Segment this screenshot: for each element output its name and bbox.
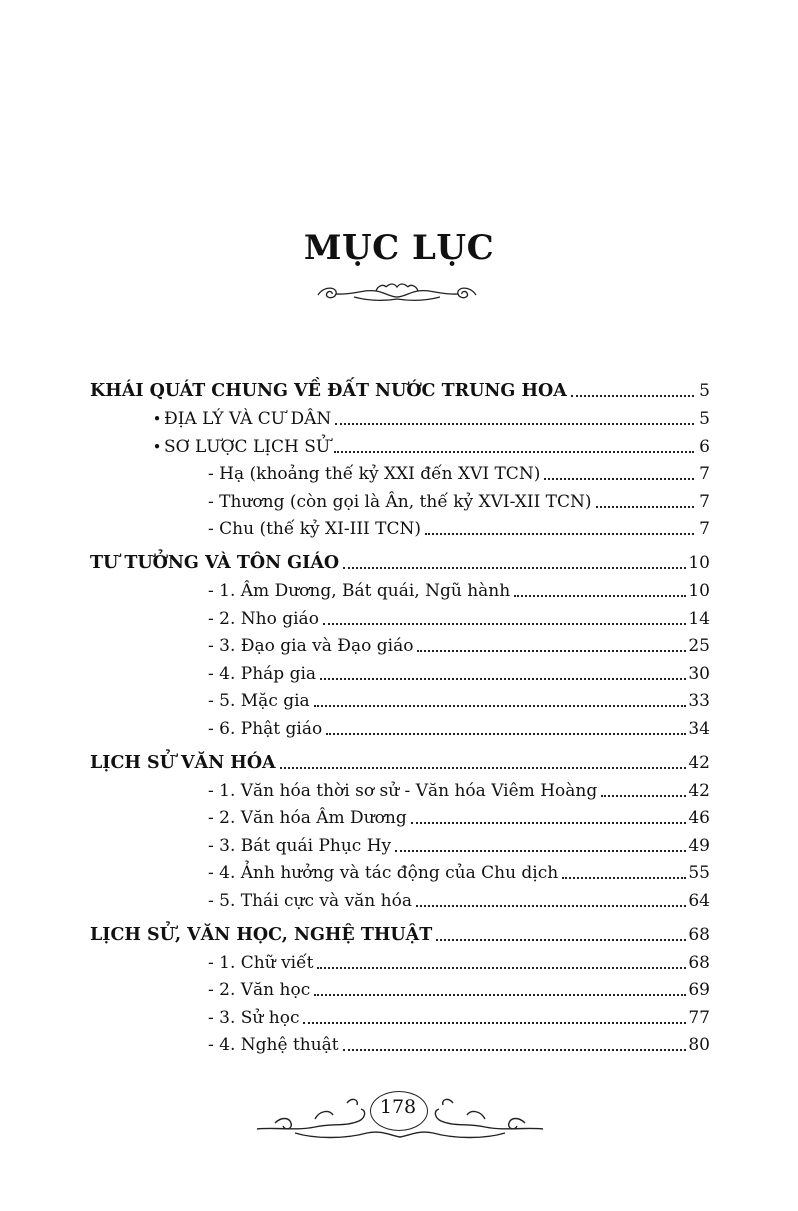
toc-entry-label: - 4. Pháp gia — [208, 663, 317, 684]
toc-entry-label: - 5. Thái cực và văn hóa — [208, 891, 412, 911]
toc-entry-label: - 2. Nho giáo — [208, 608, 319, 629]
toc-entry — [208, 688, 710, 712]
toc-entry-page: 68 — [688, 924, 710, 945]
toc-entry-label: - 3. Đạo gia và Đạo giáo — [208, 636, 414, 657]
toc-entry-page: 14 — [688, 608, 710, 629]
toc-entry — [208, 516, 710, 540]
toc-entry — [90, 750, 710, 774]
toc-entry — [90, 550, 710, 574]
toc-entry — [208, 716, 710, 740]
toc-entry — [208, 860, 710, 884]
toc-entry-page: 30 — [688, 663, 710, 684]
toc-entry-label: - 3. Sử học — [208, 1007, 300, 1028]
toc-entry-label: - 4. Ảnh hưởng và tác động của Chu dịch — [208, 863, 559, 884]
toc-entry-label: ĐỊA LÝ VÀ CƯ DÂN — [164, 409, 332, 429]
toc-entry-label: KHÁI QUÁT CHUNG VỀ ĐẤT NƯỚC TRUNG HOA — [90, 381, 567, 401]
dot-leader — [601, 795, 686, 797]
toc-entry-page: 77 — [688, 1007, 710, 1028]
toc-entry-page: 33 — [688, 691, 710, 712]
dot-leader — [425, 533, 694, 535]
dot-leader — [343, 1049, 687, 1051]
dot-leader — [326, 733, 686, 735]
toc-entry — [208, 633, 710, 657]
toc-entry — [208, 461, 710, 485]
dot-leader — [334, 451, 694, 453]
dot-leader — [335, 423, 694, 425]
toc-entry-page: 34 — [688, 719, 710, 739]
toc-entry-label: - 6. Phật giáo — [208, 719, 323, 739]
dot-leader — [314, 994, 686, 996]
toc-entry-page: 25 — [688, 636, 710, 657]
toc-entry-label: - Chu (thế kỷ XI-III TCN) — [208, 519, 422, 540]
toc-entry-page: 42 — [688, 752, 710, 773]
dot-leader — [411, 822, 687, 824]
toc-entry — [208, 977, 710, 1001]
toc-entry-page: 64 — [688, 891, 710, 911]
toc-entry-label: SƠ LƯỢC LỊCH SỬ — [164, 436, 331, 457]
toc-entry-label: LỊCH SỬ, VĂN HỌC, NGHỆ THUẬT — [90, 924, 433, 945]
toc-entry — [208, 950, 710, 974]
toc-entry-page: 5 — [699, 381, 710, 401]
toc-entry — [150, 434, 710, 458]
bullet-icon: • — [152, 410, 162, 428]
toc-entry-page: 46 — [688, 808, 710, 829]
toc-entry-label: - 2. Văn học — [208, 980, 311, 1001]
toc-entry-page: 10 — [688, 581, 710, 601]
toc-entry-label: - Thương (còn gọi là Ân, thế kỷ XVI-XII TCN) — [208, 491, 592, 512]
dot-leader — [314, 705, 687, 707]
toc-entry-page: 80 — [688, 1035, 710, 1056]
title-flourish-ornament — [314, 281, 480, 305]
page-number: 178 — [379, 1096, 417, 1118]
toc-entry-label: - 4. Nghệ thuật — [208, 1035, 339, 1056]
toc-entry-label: - 2. Văn hóa Âm Dương — [208, 808, 407, 829]
dot-leader — [571, 395, 694, 397]
toc-entry-label: - 1. Văn hóa thời sơ sử - Văn hóa Viêm Hoàng — [208, 780, 598, 801]
toc-entry — [90, 378, 710, 402]
toc-entry — [208, 489, 710, 513]
toc-entry — [208, 888, 710, 912]
dot-leader — [544, 478, 694, 480]
toc-entry — [150, 406, 710, 430]
dot-leader — [343, 567, 686, 569]
toc-entry-page: 69 — [688, 980, 710, 1001]
page-title: MỤC LỤC — [303, 228, 495, 268]
bullet-icon: • — [152, 437, 162, 456]
toc-entry — [208, 606, 710, 630]
dot-leader — [562, 877, 686, 879]
toc-entry-label: LỊCH SỬ VĂN HÓA — [90, 752, 276, 773]
toc-entry-label: - 5. Mặc gia — [208, 691, 310, 712]
toc-entry-page: 7 — [699, 519, 710, 540]
toc-entry-page: 49 — [688, 835, 710, 856]
dot-leader — [280, 767, 687, 769]
dot-leader — [317, 967, 686, 969]
toc-entry-label: - 1. Chữ viết — [208, 952, 314, 973]
toc-entry — [208, 805, 710, 829]
dot-leader — [416, 905, 686, 907]
dot-leader — [323, 623, 686, 625]
dot-leader — [303, 1022, 686, 1024]
toc-entry — [208, 1005, 710, 1029]
toc-entry-page: 68 — [688, 952, 710, 973]
toc-entry-page: 7 — [699, 464, 710, 485]
toc-entry-page: 42 — [688, 780, 710, 801]
toc-entry-label: - Hạ (khoảng thế kỷ XXI đến XVI TCN) — [208, 464, 541, 485]
toc-entry-page: 10 — [688, 553, 710, 573]
dot-leader — [514, 595, 686, 597]
toc-entry-page: 7 — [699, 491, 710, 512]
toc-entry-label: - 1. Âm Dương, Bát quái, Ngũ hành — [208, 581, 511, 601]
toc-entry — [208, 778, 710, 802]
toc-entry — [90, 922, 710, 946]
toc-entry-page: 55 — [688, 863, 710, 884]
toc-entry-label: TƯ TƯỞNG VÀ TÔN GIÁO — [90, 553, 340, 573]
toc-entry-label: - 3. Bát quái Phục Hy — [208, 835, 392, 856]
toc-entry — [208, 578, 710, 602]
toc-entry-page: 5 — [699, 409, 710, 429]
toc-entry-page: 6 — [699, 436, 710, 457]
dot-leader — [596, 506, 694, 508]
dot-leader — [436, 939, 686, 941]
toc-entry — [208, 833, 710, 857]
toc-entry — [208, 661, 710, 685]
dot-leader — [320, 678, 686, 680]
dot-leader — [417, 650, 686, 652]
toc-entry — [208, 1032, 710, 1056]
dot-leader — [395, 850, 686, 852]
